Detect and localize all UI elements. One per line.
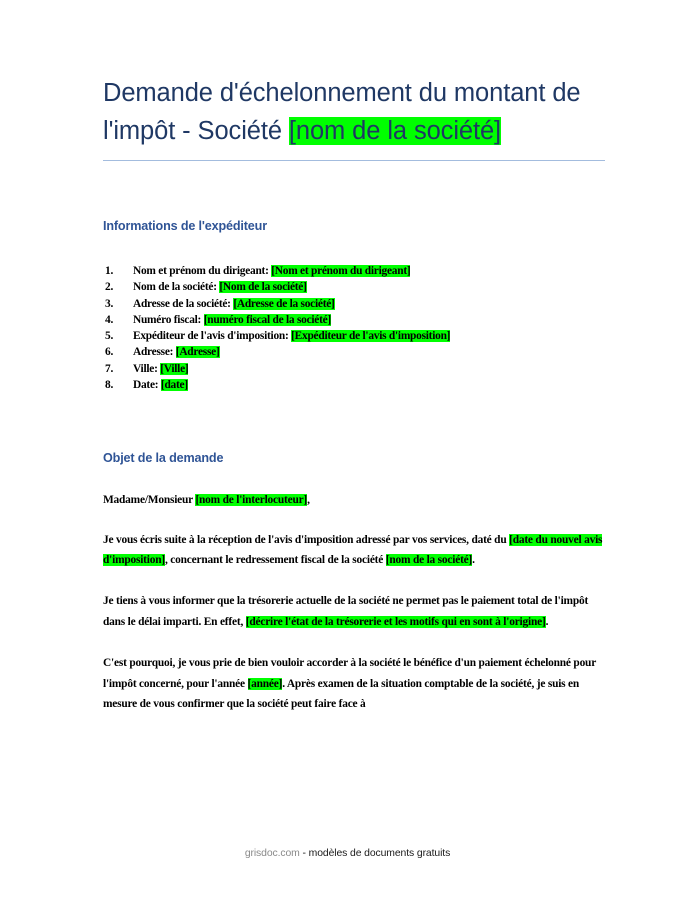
body-paragraph <box>103 509 605 571</box>
list-item-placeholder: [date] <box>160 379 188 392</box>
list-item-placeholder: [Nom de la société] <box>219 281 307 294</box>
list-item-placeholder: [Adresse de la société] <box>233 297 335 310</box>
salutation-text-0: Madame/Monsieur <box>103 494 196 507</box>
list-item-label: Numéro fiscal: <box>133 313 204 326</box>
paragraph-1-text-2: . <box>545 615 549 628</box>
salutation-text-2: , <box>307 494 310 507</box>
sender-info-list <box>103 233 605 393</box>
section-heading-object: Objet de la demande <box>103 451 224 466</box>
body-paragraph <box>103 632 605 714</box>
list-item-number: 8. <box>105 379 114 392</box>
paragraph-1-text-0: Je tiens à vous informer que la trésorerie actuelle de la société ne permet pas le paiement total de l'impôt dans le délai imparti. En effet, <box>103 595 589 628</box>
list-item <box>103 312 605 328</box>
list-item-number: 1. <box>105 265 114 277</box>
footer-tagline: - modèles de documents gratuits <box>299 848 451 859</box>
list-item <box>103 263 605 279</box>
salutation-placeholder-1: [nom de l'interlocuteur] <box>195 494 308 507</box>
paragraph-0-text-2: , concernant le redressement fiscal de la société <box>164 554 386 567</box>
page-title <box>103 0 605 150</box>
list-item-label: Nom de la société: <box>133 281 220 294</box>
list-item-placeholder: [Ville] <box>160 362 189 375</box>
list-item-label: Expéditeur de l'avis d'imposition: <box>133 330 292 343</box>
list-item-number: 2. <box>105 281 114 294</box>
list-item-number: 4. <box>105 313 114 326</box>
paragraph-1-placeholder-1: [décrire l'état de la trésorerie et les motifs qui en sont à l'origine] <box>245 615 546 628</box>
paragraph-2-placeholder-1: [année] <box>247 677 283 690</box>
list-item-label: Nom et prénom du dirigeant: <box>133 265 272 277</box>
list-item-placeholder: [Expéditeur de l'avis d'imposition] <box>291 330 451 343</box>
footer-brand: grisdoc.com <box>244 848 300 859</box>
list-item-label: Ville: <box>133 362 161 375</box>
paragraph-0-text-0: Je vous écris suite à la réception de l'avis d'imposition adressé par vos services, daté du <box>103 533 510 546</box>
section-heading-sender: Informations de l'expéditeur <box>103 219 267 233</box>
list-item <box>103 377 605 393</box>
list-item <box>103 328 605 344</box>
body-paragraph <box>103 570 605 632</box>
list-item <box>103 296 605 312</box>
list-item-number: 6. <box>105 346 114 359</box>
document-content <box>103 0 605 715</box>
title-text-0: Demande d'échelonnement du montant de l'impôt - Société <box>103 79 581 145</box>
paragraph-0-placeholder-3: [nom de la société] <box>385 554 473 567</box>
paragraph-2-text-0: C'est pourquoi, je vous prie de bien vouloir accorder à la société le bénéfice d'un paiement échelonné pour l'impôt concerné, pour l'année <box>103 657 596 690</box>
list-item-label: Date: <box>133 379 161 392</box>
title-placeholder-1: [nom de la société] <box>288 117 502 145</box>
paragraph-0-text-4: . <box>472 554 475 567</box>
list-item-placeholder: [numéro fiscal de la société] <box>203 313 331 326</box>
object-body <box>103 509 605 715</box>
paragraph-0-placeholder-1: [date du nouvel avis d'imposition] <box>103 533 603 567</box>
list-item-placeholder: [Nom et prénom du dirigeant] <box>271 265 411 277</box>
salutation-line <box>103 465 605 508</box>
list-item <box>103 361 605 377</box>
list-item-placeholder: [Adresse] <box>175 346 220 359</box>
list-item-number: 7. <box>105 362 114 375</box>
page-footer <box>0 848 695 859</box>
list-item-number: 5. <box>105 330 114 343</box>
list-item-label: Adresse: <box>133 346 176 359</box>
list-item-number: 3. <box>105 297 114 310</box>
list-item <box>103 279 605 295</box>
list-item-label: Adresse de la société: <box>133 297 234 310</box>
paragraph-2-text-2: . Après examen de la situation comptable de la société, je suis en mesure de vous confirmer que la société peut faire face à <box>103 677 580 711</box>
title-divider <box>103 160 605 161</box>
list-item <box>103 344 605 360</box>
